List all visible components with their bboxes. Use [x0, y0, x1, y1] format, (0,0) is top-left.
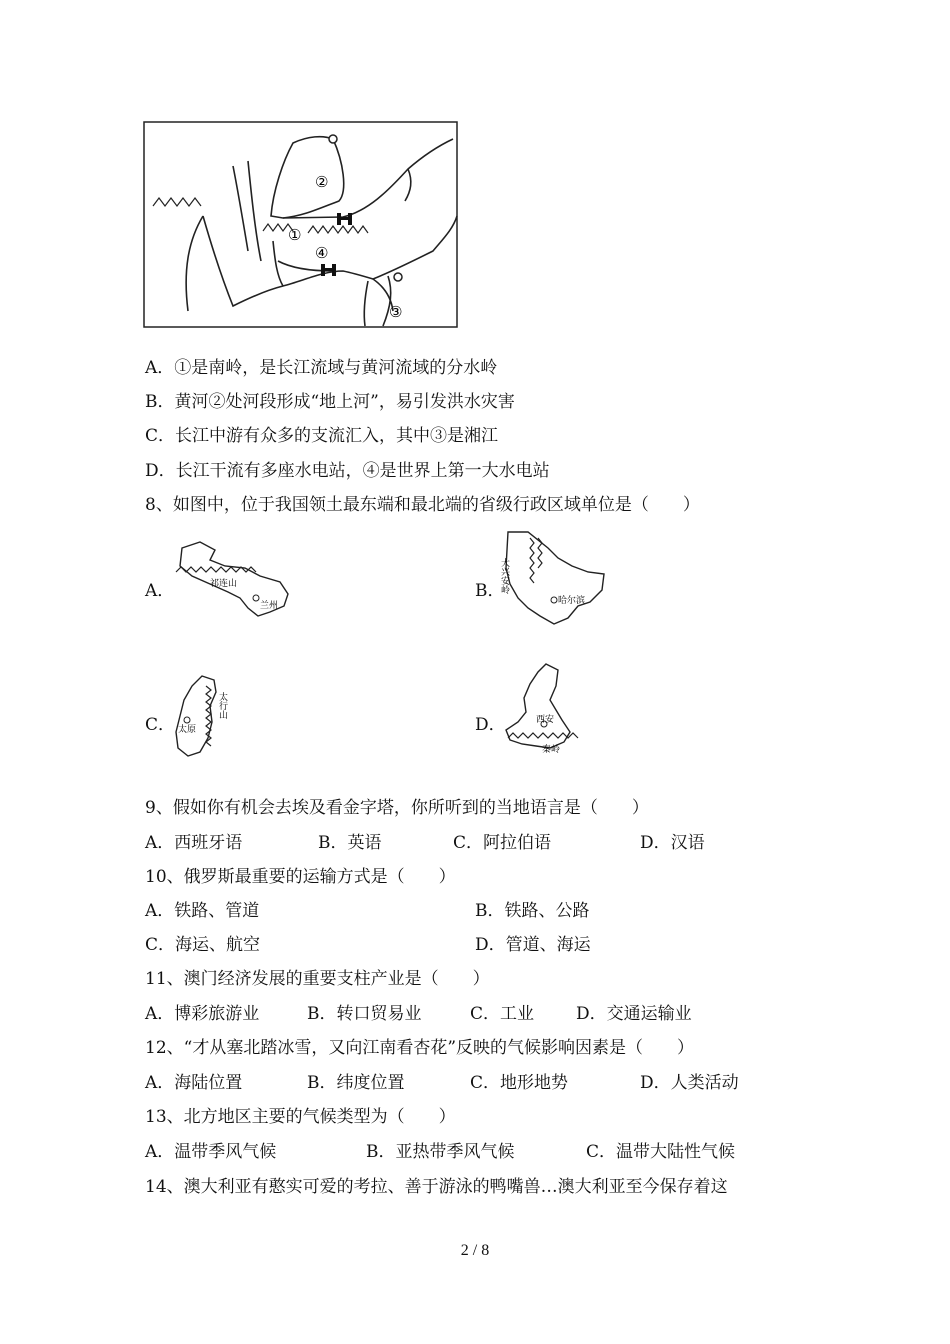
q10-option-d: D．管道、海运	[475, 935, 591, 955]
map-label-qilianshan: 祁连山	[210, 579, 238, 589]
map-label-harbin: 哈尔滨	[558, 596, 586, 606]
q10-option-b: B．铁路、公路	[475, 901, 590, 921]
q12-option-d: D．人类活动	[640, 1073, 739, 1093]
q9-option-b: B．英语	[318, 833, 382, 853]
shanxi-map	[170, 672, 240, 762]
q8-option-b-label: B．	[475, 581, 505, 601]
q7-option-b: B．黄河②处河段形成“地上河”，易引发洪水灾害	[145, 392, 515, 412]
q9-stem: 9、假如你有机会去埃及看金字塔，你所听到的当地语言是（ ）	[145, 798, 649, 818]
q9-option-d: D．汉语	[640, 833, 705, 853]
map-label-4: ④	[315, 244, 329, 262]
q7-option-a: A．①是南岭，是长江流域与黄河流域的分水岭	[145, 358, 498, 378]
q11-stem: 11、澳门经济发展的重要支柱产业是（ ）	[145, 969, 490, 989]
map-label-1: ①	[288, 226, 302, 244]
page-number: 2 / 8	[460, 1242, 490, 1259]
map-label-lanzhou: 兰州	[260, 601, 279, 611]
map-label-qinling: 秦岭	[542, 745, 561, 755]
q12-option-a: A．海陆位置	[145, 1073, 243, 1093]
q13-stem: 13、北方地区主要的气候类型为（ ）	[145, 1107, 456, 1127]
q10-option-a: A．铁路、管道	[145, 901, 260, 921]
q14-stem: 14、澳大利亚有憨实可爱的考拉、善于游泳的鸭嘴兽…澳大利亚至今保存着这	[145, 1177, 728, 1197]
q13-option-a: A．温带季风气候	[145, 1142, 277, 1162]
q11-option-b: B．转口贸易业	[307, 1004, 422, 1024]
map-label-daxinganling: 大兴安岭	[499, 558, 509, 594]
q7-option-c: C．长江中游有众多的支流汇入，其中③是湘江	[145, 426, 499, 446]
q7-option-d: D．长江干流有多座水电站，④是世界上第一大水电站	[145, 461, 550, 481]
q12-option-c: C．地形地势	[470, 1073, 569, 1093]
q12-stem: 12、“才从塞北踏冰雪，又向江南看杏花”反映的气候影响因素是（ ）	[145, 1038, 695, 1058]
q8-option-a-label: A．	[145, 581, 175, 601]
map-label-xian: 西安	[536, 715, 555, 725]
map-label-taiyuan: 太原	[178, 725, 197, 735]
q9-option-c: C．阿拉伯语	[453, 833, 552, 853]
q8-option-d-label: D．	[475, 715, 506, 735]
map-label-taihangshan: 太行山	[217, 692, 227, 719]
q8-stem: 8、如图中，位于我国领土最东端和最北端的省级行政区域单位是（ ）	[145, 495, 700, 515]
q10-option-c: C．海运、航空	[145, 935, 261, 955]
river-map-figure	[143, 121, 459, 329]
gansu-map	[170, 536, 300, 626]
map-label-3: ③	[389, 303, 403, 321]
q12-option-b: B．纬度位置	[307, 1073, 405, 1093]
q13-option-c: C．温带大陆性气候	[586, 1142, 736, 1162]
q13-option-b: B．亚热带季风气候	[366, 1142, 515, 1162]
q9-option-a: A．西班牙语	[145, 833, 243, 853]
q11-option-c: C．工业	[470, 1004, 535, 1024]
map-label-2: ②	[315, 173, 329, 191]
q11-option-d: D．交通运输业	[576, 1004, 692, 1024]
shaanxi-map	[500, 660, 582, 756]
q10-stem: 10、俄罗斯最重要的运输方式是（ ）	[145, 867, 456, 887]
q11-option-a: A．博彩旅游业	[145, 1004, 260, 1024]
q8-option-c-label: C．	[145, 715, 176, 735]
heilongjiang-map	[498, 528, 610, 628]
